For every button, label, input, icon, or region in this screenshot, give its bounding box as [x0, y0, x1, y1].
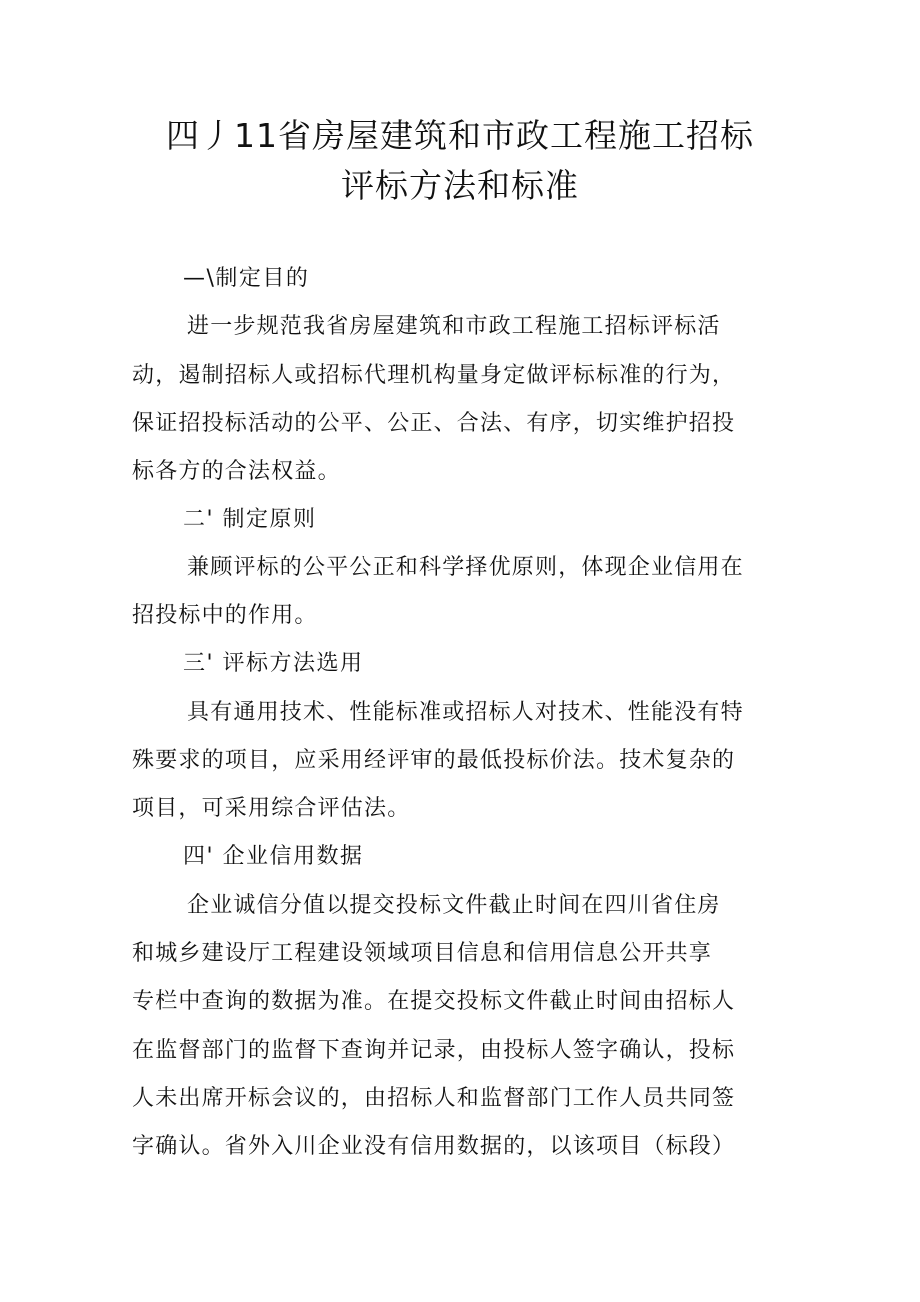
paragraph-line: 人未出席开标会议的，由招标人和监督部门工作人员共同签	[132, 1086, 736, 1111]
paragraph-line: 招投标中的作用。	[132, 603, 318, 628]
paragraph-line: 具有通用技术、性能标准或招标人对技术、性能没有特	[187, 700, 744, 725]
section-heading-method: 三' 评标方法选用	[183, 651, 364, 676]
paragraph-line: 和城乡建设厅工程建设领域项目信息和信用信息公开共享	[132, 941, 713, 966]
paragraph-line: 在监督部门的监督下查询并记录，由投标人签字确认，投标	[132, 1038, 736, 1063]
paragraph-line: 动，遏制招标人或招标代理机构量身定做评标标准的行为，	[132, 363, 736, 388]
paragraph-line: 标各方的合法权益。	[132, 459, 341, 484]
paragraph-line: 项目，可采用综合评估法。	[132, 796, 411, 821]
section-heading-credit-data: 四' 企业信用数据	[183, 844, 364, 869]
paragraph-line: 进一步规范我省房屋建筑和市政工程施工招标评标活	[187, 314, 721, 339]
paragraph-line: 兼顾评标的公平公正和科学择优原则，体现企业信用在	[187, 555, 744, 580]
paragraph-line: 殊要求的项目，应采用经评审的最低投标价法。技术复杂的	[132, 748, 736, 773]
paragraph-line: 企业诚信分值以提交投标文件截止时间在四川省住房	[187, 893, 721, 918]
paragraph-line: 字确认。省外入川企业没有信用数据的，以该项目（标段）	[132, 1134, 736, 1159]
paragraph-line: 保证招投标活动的公平、公正、合法、有序，切实维护招投	[132, 411, 736, 436]
paragraph-line: 专栏中查询的数据为准。在提交投标文件截止时间由招标人	[132, 989, 736, 1014]
section-heading-principle: 二' 制定原则	[183, 507, 317, 532]
document-title-line-2: 评标方法和标准	[341, 166, 579, 205]
document-title-line-1: 四丿11省房屋建筑和市政工程施工招标	[166, 116, 754, 155]
section-heading-purpose: —\制定目的	[183, 266, 310, 291]
